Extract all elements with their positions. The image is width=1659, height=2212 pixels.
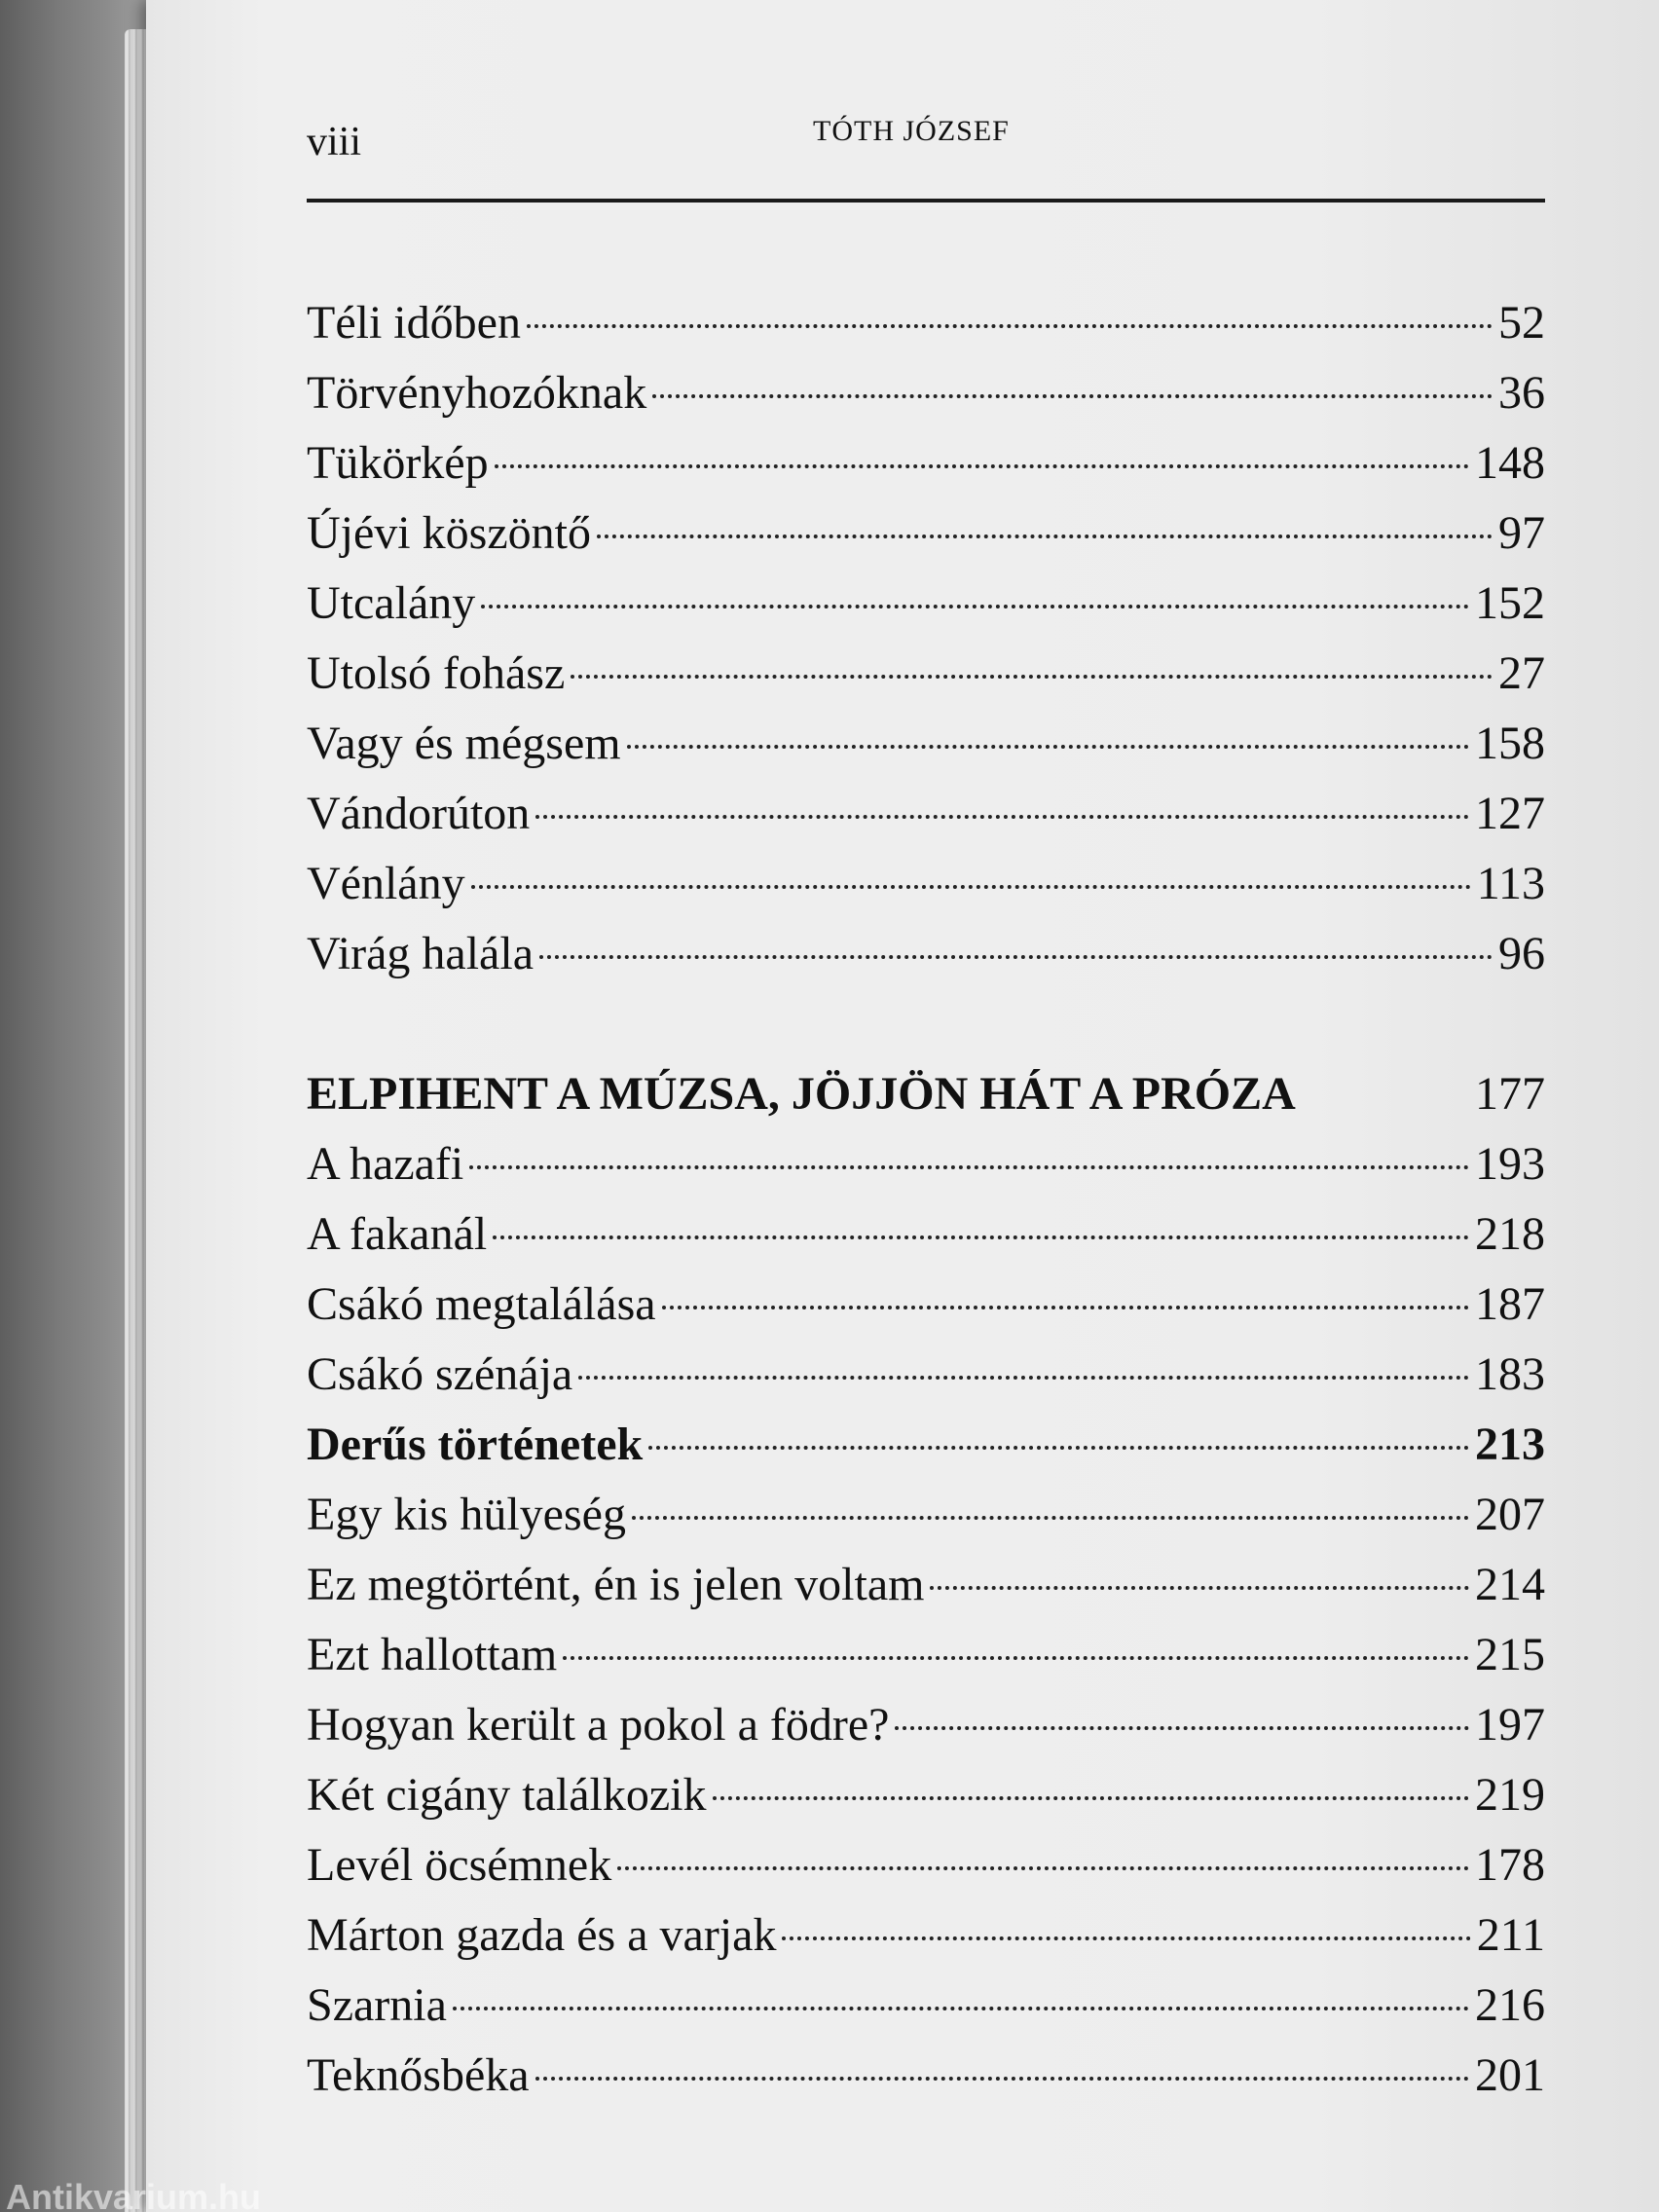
toc-entry-page: 148: [1475, 437, 1545, 489]
toc-entry-page: 218: [1475, 1208, 1545, 1260]
toc-entry-page: 97: [1498, 507, 1545, 559]
toc-entry-title: Vándorúton: [307, 788, 531, 839]
section-spacer: [307, 989, 1545, 1059]
toc-entry-page: 96: [1498, 928, 1545, 979]
toc-entry-title: Utolsó fohász: [307, 647, 566, 699]
toc-entry-title: Virág halála: [307, 928, 534, 979]
dot-leader: [535, 815, 1469, 819]
toc-entry: [307, 1550, 1545, 1620]
dot-leader: [563, 1656, 1469, 1660]
dot-leader: [597, 535, 1493, 538]
toc-entry: [307, 1690, 1545, 1760]
toc-entry-page: 207: [1475, 1489, 1545, 1540]
toc-entry-title: Ez megtörtént, én is jelen voltam: [307, 1559, 925, 1610]
toc-entry-page: 219: [1475, 1769, 1545, 1821]
toc-entry: [307, 849, 1545, 919]
toc-entry-title: A fakanál: [307, 1208, 488, 1260]
toc-entry-page: 214: [1475, 1559, 1545, 1610]
dot-leader: [527, 324, 1493, 328]
toc-entry-title: Törvényhozóknak: [307, 367, 647, 419]
toc-entry-page: 201: [1475, 2049, 1545, 2101]
toc-entry-page: 211: [1476, 1909, 1545, 1961]
dot-leader: [648, 1446, 1469, 1450]
toc-entry-bold: [307, 1410, 1545, 1480]
toc-entry-title: Két cigány találkozik: [307, 1769, 707, 1821]
toc-entry-title: Téli időben: [307, 297, 521, 349]
header-rule: [307, 199, 1545, 203]
toc-entry-page: 27: [1498, 647, 1545, 699]
dot-leader: [471, 885, 1471, 889]
toc-entry: [307, 569, 1545, 639]
toc-entry-title: Egy kis hülyeség: [307, 1489, 626, 1540]
dot-leader: [495, 464, 1469, 468]
dot-leader: [469, 1165, 1469, 1169]
toc-entry-page: 215: [1475, 1629, 1545, 1680]
toc-entry-page: 52: [1498, 297, 1545, 349]
toc-entry: [307, 919, 1545, 989]
toc-entry: [307, 1270, 1545, 1340]
toc-entry: [307, 428, 1545, 498]
toc-entry: [307, 1129, 1545, 1199]
toc-entry: [307, 358, 1545, 428]
dot-leader: [617, 1866, 1469, 1870]
toc-entry: [307, 1900, 1545, 1971]
dot-leader: [493, 1235, 1469, 1239]
dot-leader: [627, 745, 1469, 749]
toc-entry-title: Márton gazda és a varjak: [307, 1909, 777, 1961]
toc-entry: [307, 1620, 1545, 1690]
toc-entry: [307, 709, 1545, 779]
toc-entry-title: Tükörkép: [307, 437, 489, 489]
table-of-contents: [307, 288, 1545, 2111]
toc-entry-page: 152: [1475, 577, 1545, 629]
dot-leader: [535, 2077, 1469, 2081]
toc-entry: [307, 2041, 1545, 2111]
toc-entry: [307, 639, 1545, 709]
dot-leader: [481, 605, 1469, 608]
dot-leader: [930, 1586, 1469, 1590]
toc-entry-page: 113: [1476, 858, 1545, 909]
section-page: 177: [1475, 1068, 1545, 1120]
toc-entry-title: Újévi köszöntő: [307, 507, 591, 559]
toc-group-prose: [307, 1129, 1545, 2111]
toc-entry-page: 178: [1475, 1839, 1545, 1891]
dot-leader: [652, 394, 1493, 398]
toc-entry-page: 158: [1475, 718, 1545, 769]
dot-leader: [895, 1726, 1469, 1730]
toc-entry-page: 127: [1475, 788, 1545, 839]
toc-entry-page: 193: [1475, 1138, 1545, 1190]
toc-entry: [307, 288, 1545, 358]
section-title: ELPIHENT A MÚZSA, JÖJJÖN HÁT A PRÓZA: [307, 1068, 1296, 1120]
toc-entry-page: 187: [1475, 1278, 1545, 1330]
toc-entry: [307, 779, 1545, 849]
toc-entry-title: Utcalány: [307, 577, 476, 629]
toc-entry-title: Derűs történetek: [307, 1419, 644, 1470]
toc-entry-title: Teknősbéka: [307, 2049, 530, 2101]
toc-entry-page: 213: [1475, 1419, 1545, 1470]
dot-leader: [782, 1936, 1470, 1940]
toc-entry: [307, 1199, 1545, 1270]
dot-leader: [632, 1516, 1469, 1520]
toc-entry: [307, 1760, 1545, 1830]
toc-entry-title: Csákó megtalálása: [307, 1278, 656, 1330]
toc-entry: [307, 1480, 1545, 1550]
toc-section-heading: [307, 1059, 1545, 1129]
dot-leader: [662, 1306, 1469, 1309]
page-number: viii: [307, 120, 362, 165]
toc-entry-title: Hogyan került a pokol a födre?: [307, 1699, 890, 1751]
toc-group-poems: [307, 288, 1545, 989]
toc-entry-title: Csákó szénája: [307, 1348, 573, 1400]
dot-leader: [571, 675, 1493, 679]
watermark-logo: Antikvarium.hu: [6, 2183, 262, 2212]
page-header: [307, 115, 1545, 175]
toc-entry-page: 36: [1498, 367, 1545, 419]
toc-entry-title: Vagy és mégsem: [307, 718, 621, 769]
toc-entry-page: 216: [1475, 1979, 1545, 2031]
toc-entry-title: Szarnia: [307, 1979, 447, 2031]
toc-entry-page: 197: [1475, 1699, 1545, 1751]
toc-entry-page: 183: [1475, 1348, 1545, 1400]
toc-entry-title: Ezt hallottam: [307, 1629, 558, 1680]
toc-entry: [307, 498, 1545, 569]
toc-entry-title: Vénlány: [307, 858, 465, 909]
dot-leader: [453, 2007, 1469, 2010]
toc-entry: [307, 1830, 1545, 1900]
running-head-author: TÓTH JÓZSEF: [813, 115, 1010, 147]
dot-leader: [539, 955, 1493, 959]
dot-leader: [713, 1796, 1469, 1800]
toc-entry: [307, 1340, 1545, 1410]
dot-leader: [578, 1376, 1469, 1380]
toc-entry: [307, 1971, 1545, 2041]
toc-entry-title: Levél öcsémnek: [307, 1839, 612, 1891]
toc-entry-title: A hazafi: [307, 1138, 464, 1190]
